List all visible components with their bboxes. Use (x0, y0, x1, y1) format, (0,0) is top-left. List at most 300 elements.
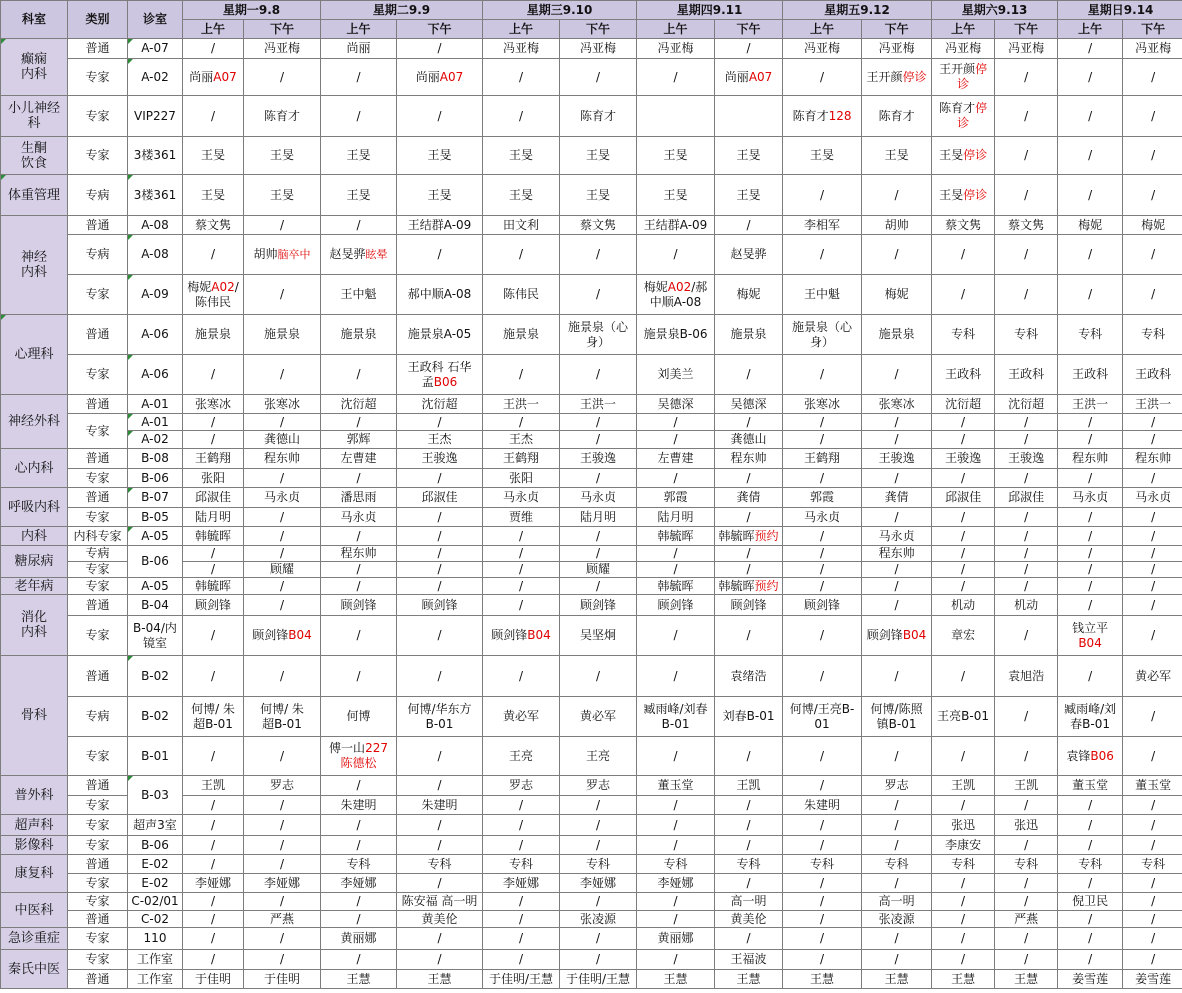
room-cell: A-08 (128, 216, 183, 235)
dept-cell: 内科 (1, 527, 68, 546)
schedule-cell: / (483, 656, 560, 697)
schedule-cell: / (321, 216, 397, 235)
schedule-cell: 专科 (862, 855, 932, 874)
schedule-cell: / (715, 546, 783, 562)
schedule-cell: 郭霞 (783, 488, 862, 508)
schedule-cell: / (715, 616, 783, 656)
header-am: 上午 (321, 20, 397, 39)
schedule-cell: / (183, 355, 244, 395)
room-cell: C-02 (128, 911, 183, 928)
schedule-cell: 李娅娜 (321, 874, 397, 893)
schedule-cell: 龚德山 (244, 431, 321, 449)
category-cell: 专家 (68, 59, 128, 96)
schedule-cell: / (783, 546, 862, 562)
schedule-cell: / (715, 796, 783, 815)
schedule-cell: 王开颜停诊 (862, 59, 932, 96)
schedule-cell: 施景泉 (715, 315, 783, 355)
schedule-cell: 陈安福 高一明 (397, 893, 483, 911)
category-cell: 内科专家 (68, 527, 128, 546)
schedule-cell: / (783, 928, 862, 950)
schedule-cell: 韩毓晖 (183, 578, 244, 595)
schedule-cell: 王旻停诊 (932, 137, 995, 175)
schedule-cell: / (483, 796, 560, 815)
schedule-cell: / (783, 175, 862, 216)
schedule-cell: / (560, 578, 637, 595)
schedule-cell: 施景泉A-05 (397, 315, 483, 355)
schedule-cell: / (183, 235, 244, 275)
schedule-cell: / (397, 874, 483, 893)
schedule-cell: / (715, 815, 783, 836)
schedule-cell: / (862, 796, 932, 815)
schedule-cell: 冯亚梅 (995, 39, 1058, 59)
header-am: 上午 (783, 20, 862, 39)
schedule-cell: / (1123, 595, 1182, 616)
schedule-cell: 沈衍超 (932, 395, 995, 414)
schedule-cell: / (995, 616, 1058, 656)
room-cell: B-07 (128, 488, 183, 508)
schedule-cell: / (483, 235, 560, 275)
schedule-cell: / (932, 578, 995, 595)
schedule-cell: 王旻 (483, 137, 560, 175)
schedule-cell: 王骏逸 (995, 449, 1058, 469)
category-cell: 普通 (68, 39, 128, 59)
schedule-cell: 尚丽A07 (183, 59, 244, 96)
schedule-cell: 顾剑锋 (397, 595, 483, 616)
schedule-cell: 施景泉 (321, 315, 397, 355)
schedule-cell: 冯亚梅 (862, 39, 932, 59)
schedule-cell: 蔡文隽 (183, 216, 244, 235)
schedule-cell: / (183, 737, 244, 776)
schedule-cell: 梅妮A02/ 陈伟民 (183, 275, 244, 315)
table-row (1, 836, 1182, 855)
schedule-cell: 韩毓晖预约 (715, 578, 783, 595)
table-row (1, 970, 1182, 989)
schedule-cell: / (783, 893, 862, 911)
category-cell: 专家 (68, 836, 128, 855)
schedule-cell: 朱建明 (783, 796, 862, 815)
category-cell: 普通 (68, 656, 128, 697)
schedule-cell: 程东帅 (321, 546, 397, 562)
schedule-cell: 何博/华东方 B-01 (397, 697, 483, 737)
table-row (1, 855, 1182, 874)
table-row (1, 355, 1182, 395)
schedule-cell: / (397, 656, 483, 697)
schedule-cell: / (483, 928, 560, 950)
room-cell: A-05 (128, 578, 183, 595)
room-cell: A-02 (128, 431, 183, 449)
schedule-cell: / (1123, 874, 1182, 893)
schedule-cell: / (783, 562, 862, 578)
schedule-cell: / (637, 562, 715, 578)
schedule-cell: / (1058, 275, 1123, 315)
schedule-cell: / (244, 469, 321, 488)
header-dept: 科室 (1, 1, 68, 39)
schedule-cell: 施景泉 (862, 315, 932, 355)
dept-cell: 心理科 (1, 315, 68, 395)
schedule-cell: / (715, 469, 783, 488)
schedule-cell: 冯亚梅 (560, 39, 637, 59)
dept-cell: 急诊重症 (1, 928, 68, 950)
schedule-cell: 严燕 (995, 911, 1058, 928)
highlight-text: B06 (433, 374, 458, 389)
schedule-cell: / (483, 595, 560, 616)
schedule-cell: / (183, 911, 244, 928)
schedule-cell: 顾耀 (560, 562, 637, 578)
schedule-cell: 冯亚梅 (244, 39, 321, 59)
schedule-cell: / (244, 893, 321, 911)
schedule-cell: / (995, 546, 1058, 562)
schedule-cell: / (995, 562, 1058, 578)
schedule-cell: 章宏 (932, 616, 995, 656)
schedule-cell: 施景泉 (244, 315, 321, 355)
schedule-cell: / (560, 893, 637, 911)
schedule-cell: 王政科 (1123, 355, 1182, 395)
schedule-cell: 马永贞 (1058, 488, 1123, 508)
schedule-cell: 马永贞 (560, 488, 637, 508)
category-cell: 普通 (68, 776, 128, 796)
schedule-cell: 郭辉 (321, 431, 397, 449)
schedule-cell: / (560, 235, 637, 275)
schedule-cell: / (783, 469, 862, 488)
schedule-cell: / (637, 893, 715, 911)
schedule-cell: 袁绪浩 (715, 656, 783, 697)
schedule-cell: 陈育才128 (783, 96, 862, 137)
schedule-cell: / (637, 836, 715, 855)
schedule-cell: / (862, 595, 932, 616)
category-cell: 专病 (68, 546, 128, 562)
schedule-cell: / (183, 562, 244, 578)
schedule-cell: 施景泉（心 身） (783, 315, 862, 355)
schedule-cell: / (244, 578, 321, 595)
table-row (1, 874, 1182, 893)
header-am: 上午 (483, 20, 560, 39)
schedule-cell: / (637, 59, 715, 96)
schedule-cell: 黄美伦 (715, 911, 783, 928)
schedule-cell: 马永贞 (862, 527, 932, 546)
schedule-cell: 梅妮 (862, 275, 932, 315)
schedule-cell: 姜雪莲 (1123, 970, 1182, 989)
highlight-text: 128 (828, 108, 852, 123)
schedule-cell: / (483, 815, 560, 836)
schedule-cell: 于佳明/王慧 (483, 970, 560, 989)
schedule-cell: / (715, 216, 783, 235)
schedule-cell: / (397, 414, 483, 431)
schedule-cell: 王杰 (397, 431, 483, 449)
schedule-cell: 沈衍超 (397, 395, 483, 414)
schedule-cell: / (244, 355, 321, 395)
schedule-cell: 王鹤翔 (183, 449, 244, 469)
schedule-cell: / (783, 656, 862, 697)
table-row (1, 59, 1182, 96)
schedule-cell: 田文利 (483, 216, 560, 235)
schedule-cell: 赵旻骅眩晕 (321, 235, 397, 275)
schedule-cell: / (995, 508, 1058, 527)
header-day: 星期五9.12 (783, 1, 932, 20)
schedule-cell: 刘美兰 (637, 355, 715, 395)
highlight-text: 眩晕 (365, 248, 388, 261)
schedule-cell: 龚倩 (715, 488, 783, 508)
room-cell: 工作室 (128, 970, 183, 989)
schedule-cell: 专科 (715, 855, 783, 874)
schedule-cell: 专科 (995, 315, 1058, 355)
schedule-cell: 专科 (1058, 315, 1123, 355)
schedule-cell: 张迅 (995, 815, 1058, 836)
schedule-cell: 专科 (637, 855, 715, 874)
room-cell: A-06 (128, 315, 183, 355)
table-row (1, 527, 1182, 546)
schedule-cell: / (1123, 527, 1182, 546)
category-cell: 专家 (68, 562, 128, 578)
dept-cell: 超声科 (1, 815, 68, 836)
schedule-cell: / (995, 950, 1058, 970)
room-cell: A-02 (128, 59, 183, 96)
schedule-cell: 程东帅 (1058, 449, 1123, 469)
schedule-cell: / (560, 928, 637, 950)
schedule-cell: 尚丽A07 (715, 59, 783, 96)
schedule-cell: 蔡文隽 (995, 216, 1058, 235)
schedule-cell: / (932, 874, 995, 893)
schedule-cell: 专科 (483, 855, 560, 874)
schedule-cell: 施景泉（心 身） (560, 315, 637, 355)
category-cell: 普通 (68, 488, 128, 508)
schedule-cell: 张寒冰 (862, 395, 932, 414)
schedule-cell: 冯亚梅 (483, 39, 560, 59)
schedule-cell: 李相军 (783, 216, 862, 235)
schedule-cell: / (862, 355, 932, 395)
schedule-cell: / (932, 235, 995, 275)
schedule-cell: 董玉堂 (1058, 776, 1123, 796)
room-cell: B-06 (128, 836, 183, 855)
room-cell: 110 (128, 928, 183, 950)
schedule-cell: 张寒冰 (183, 395, 244, 414)
schedule-cell: / (932, 893, 995, 911)
schedule-cell: / (1058, 175, 1123, 216)
schedule-cell: 韩毓晖 (637, 527, 715, 546)
schedule-cell: 王亮 (560, 737, 637, 776)
schedule-cell: 黄美伦 (397, 911, 483, 928)
schedule-cell: 邱淑佳 (995, 488, 1058, 508)
schedule-cell: / (783, 776, 862, 796)
highlight-text: 停诊 (963, 148, 988, 162)
schedule-cell: 王福波 (715, 950, 783, 970)
dept-cell: 影像科 (1, 836, 68, 855)
schedule-cell: 罗志 (483, 776, 560, 796)
schedule-cell: 于佳明 (244, 970, 321, 989)
schedule-cell: 黄必军 (1123, 656, 1182, 697)
schedule-cell: 王中魁 (321, 275, 397, 315)
schedule-cell: / (397, 616, 483, 656)
schedule-cell: 陆月明 (637, 508, 715, 527)
schedule-cell: 严燕 (244, 911, 321, 928)
schedule-cell: 王洪一 (560, 395, 637, 414)
schedule-cell: 专科 (995, 855, 1058, 874)
schedule-cell: / (995, 469, 1058, 488)
schedule-cell: 专科 (783, 855, 862, 874)
schedule-cell: / (183, 546, 244, 562)
schedule-cell: 张凌源 (862, 911, 932, 928)
schedule-cell: / (397, 578, 483, 595)
header-pm: 下午 (862, 20, 932, 39)
schedule-cell: / (1123, 737, 1182, 776)
dept-cell: 秦氏中医 (1, 950, 68, 989)
header-day: 星期日9.14 (1058, 1, 1182, 20)
schedule-cell: 专科 (932, 855, 995, 874)
schedule-cell: 梅妮A02/郝 中顺A-08 (637, 275, 715, 315)
schedule-cell: 朱建明 (321, 796, 397, 815)
schedule-cell: / (1123, 235, 1182, 275)
schedule-cell: 何博/ 朱 超B-01 (244, 697, 321, 737)
schedule-cell: 于佳明 (183, 970, 244, 989)
schedule-cell: / (783, 355, 862, 395)
room-cell: A-06 (128, 355, 183, 395)
schedule-cell: 陆月明 (183, 508, 244, 527)
schedule-cell: 马永贞 (783, 508, 862, 527)
schedule-cell: 王旻 (321, 137, 397, 175)
category-cell: 普通 (68, 855, 128, 874)
schedule-cell: / (397, 737, 483, 776)
schedule-cell: / (1058, 656, 1123, 697)
schedule-cell: / (783, 527, 862, 546)
schedule-cell (637, 96, 715, 137)
schedule-cell: / (862, 928, 932, 950)
schedule-cell: 王慧 (932, 970, 995, 989)
schedule-cell: 贾维 (483, 508, 560, 527)
schedule-cell: 王政科 (995, 355, 1058, 395)
highlight-text: B04 (1078, 635, 1102, 650)
schedule-cell: 张迅 (932, 815, 995, 836)
schedule-cell: / (637, 796, 715, 815)
table-row (1, 911, 1182, 928)
category-cell: 专家 (68, 928, 128, 950)
schedule-cell: / (560, 275, 637, 315)
schedule-cell: / (483, 59, 560, 96)
schedule-cell: / (783, 950, 862, 970)
category-cell: 普通 (68, 911, 128, 928)
header-day: 星期四9.11 (637, 1, 783, 20)
schedule-cell: 赵旻骅 (715, 235, 783, 275)
schedule-cell: / (244, 414, 321, 431)
category-cell: 专家 (68, 950, 128, 970)
schedule-cell: / (244, 546, 321, 562)
schedule-cell: / (637, 235, 715, 275)
highlight-text: A07 (748, 69, 773, 84)
schedule-cell: 蔡文隽 (560, 216, 637, 235)
schedule-cell: / (862, 950, 932, 970)
category-cell: 专家 (68, 355, 128, 395)
dept-cell: 体重管理 (1, 175, 68, 216)
schedule-cell: 王洪一 (1123, 395, 1182, 414)
table-row (1, 928, 1182, 950)
schedule-cell: 陈育才停诊 (932, 96, 995, 137)
schedule-cell: 程东帅 (1123, 449, 1182, 469)
schedule-cell: / (1123, 928, 1182, 950)
schedule-cell: 王骏逸 (560, 449, 637, 469)
schedule-cell: 陈伟民 (483, 275, 560, 315)
schedule-cell: / (637, 815, 715, 836)
schedule-cell: 邱淑佳 (932, 488, 995, 508)
table-row (1, 893, 1182, 911)
schedule-cell: 马永贞 (483, 488, 560, 508)
schedule-cell: 李娅娜 (244, 874, 321, 893)
schedule-cell: / (1058, 562, 1123, 578)
schedule-cell: / (715, 414, 783, 431)
schedule-cell: / (183, 414, 244, 431)
schedule-cell: / (321, 911, 397, 928)
dept-cell: 癫痫 内科 (1, 39, 68, 96)
table-row (1, 508, 1182, 527)
schedule-cell: / (397, 527, 483, 546)
schedule-cell: / (995, 275, 1058, 315)
dept-cell: 小儿神经 科 (1, 96, 68, 137)
room-cell: A-01 (128, 414, 183, 431)
schedule-cell: 顾剑锋B04 (483, 616, 560, 656)
schedule-cell: / (862, 815, 932, 836)
schedule-cell: 王凯 (715, 776, 783, 796)
table-row (1, 815, 1182, 836)
schedule-cell: 李娅娜 (560, 874, 637, 893)
schedule-cell: / (932, 469, 995, 488)
schedule-cell: / (483, 96, 560, 137)
room-cell: B-03 (128, 776, 183, 815)
schedule-cell: / (1123, 59, 1182, 96)
schedule-cell: 专科 (1123, 855, 1182, 874)
table-row (1, 175, 1182, 216)
schedule-body (1, 39, 1182, 989)
schedule-cell: 顾耀 (244, 562, 321, 578)
header-category: 类别 (68, 1, 128, 39)
schedule-cell: / (995, 175, 1058, 216)
schedule-cell: / (862, 737, 932, 776)
schedule-cell: / (560, 836, 637, 855)
header-pm: 下午 (1123, 20, 1182, 39)
schedule-cell: / (244, 656, 321, 697)
schedule-cell: / (862, 874, 932, 893)
schedule-cell: / (932, 911, 995, 928)
schedule-cell: 黄丽娜 (321, 928, 397, 950)
category-cell: 专家 (68, 578, 128, 595)
schedule-cell: / (1058, 796, 1123, 815)
schedule-cell: / (321, 776, 397, 796)
schedule-cell: 张阳 (483, 469, 560, 488)
schedule-cell: / (483, 578, 560, 595)
schedule-cell: 刘春B-01 (715, 697, 783, 737)
schedule-cell: 冯亚梅 (932, 39, 995, 59)
category-cell: 普通 (68, 395, 128, 414)
category-cell: 专病 (68, 235, 128, 275)
schedule-cell: 王旻 (244, 137, 321, 175)
schedule-cell: 王旻 (397, 175, 483, 216)
schedule-cell: 机动 (995, 595, 1058, 616)
schedule-cell: / (783, 874, 862, 893)
schedule-cell: 王杰 (483, 431, 560, 449)
schedule-cell: / (1058, 235, 1123, 275)
schedule-cell: 王政科 石华 孟B06 (397, 355, 483, 395)
schedule-cell: 张寒冰 (783, 395, 862, 414)
schedule-cell: 袁锋B06 (1058, 737, 1123, 776)
schedule-cell: / (995, 414, 1058, 431)
schedule-cell: / (244, 855, 321, 874)
schedule-cell: / (244, 595, 321, 616)
schedule-cell: 董玉堂 (1123, 776, 1182, 796)
schedule-cell: / (321, 893, 397, 911)
highlight-text: B04 (288, 628, 312, 642)
room-cell: E-02 (128, 855, 183, 874)
schedule-cell: 何博/ 朱 超B-01 (183, 697, 244, 737)
table-row (1, 275, 1182, 315)
schedule-cell: / (397, 546, 483, 562)
schedule-cell: 李娅娜 (637, 874, 715, 893)
category-cell: 专家 (68, 96, 128, 137)
